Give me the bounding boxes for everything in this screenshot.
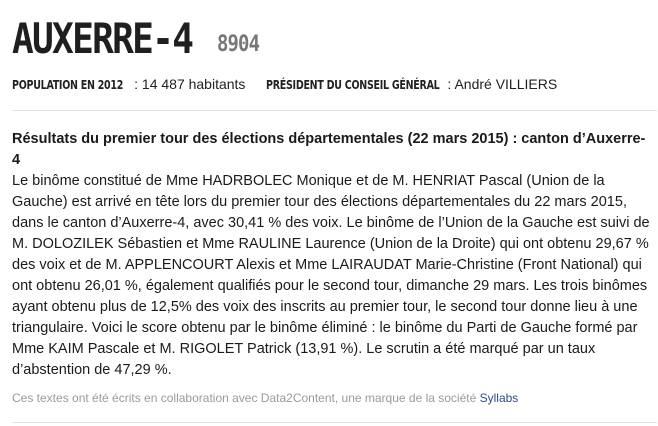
syllabs-link[interactable]: Syllabs — [479, 391, 519, 405]
credits — [12, 390, 518, 406]
president-label: PRÉSIDENT DU CONSEIL GÉNÉRAL — [266, 78, 440, 92]
divider-bottom — [12, 422, 657, 423]
credits-text: Ces textes ont été écrits en collaboration avec Data2Content, une marque de la société — [12, 391, 480, 405]
title-row — [12, 14, 260, 64]
info-row — [12, 75, 557, 94]
canton-title: AUXERRE-4 — [12, 14, 193, 63]
population-label: POPULATION EN 2012 — [12, 78, 124, 92]
population-value: : 14 487 habitants — [130, 76, 246, 92]
results-body: Le binôme constitué de Mme HADRBOLEC Monique et de M. HENRIAT Pascal (Union de la Gauche) est arrivé en tête lors du premier tour des élections départementales du 22 mars 2015, dans le canton d’Auxerre-4, avec 30,41 % des voix. Le binôme de l’Union de la Gauche est suivi de M. DOLOZILEK Sébastien et Mme RAULINE Laurence (Union de la Droite) qui ont obtenu 29,67 % des voix et de M. APPLENCOURT Alexis et Mme LAIRAUDAT Marie-Christine (Front National) qui ont obtenu 26,01 %, également qualifiés pour le second tour, dimanche 29 mars. Les trois binômes ayant obtenu plus de 12,5% des voix des inscrits au premier tour, le second tour donne lieu à une triangulaire. Voici le score obtenu par le binôme éliminé : le binôme du Parti de Gauche formé par Mme KAIM Pascale et M. RIGOLET Patrick (13,91 %). Le scrutin a été marqué par un taux d’abstention de 47,29 %. — [12, 173, 650, 378]
divider-top — [12, 110, 657, 111]
president-value: : André VILLIERS — [443, 76, 558, 92]
canton-page — [12, 0, 658, 426]
results-heading: Résultats du premier tour des élections départementales (22 mars 2015) : canton d’Auxerre-4 — [12, 131, 646, 168]
canton-code: 8904 — [217, 32, 260, 57]
